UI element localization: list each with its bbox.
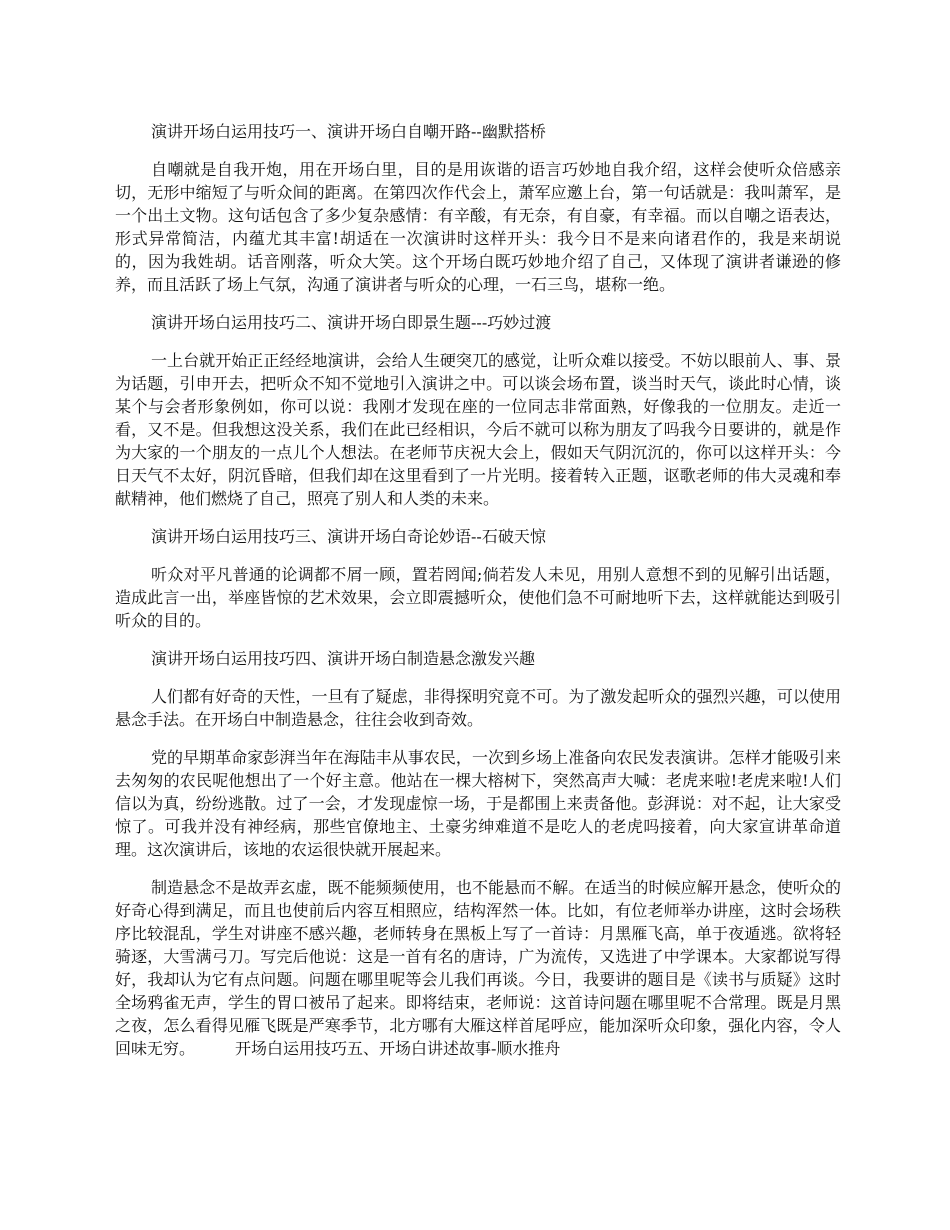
section-heading-1: 演讲开场白运用技巧一、演讲开场白自嘲开路--幽默搭桥: [151, 122, 546, 141]
paragraph-curiosity: 人们都有好奇的天性，一旦有了疑虑，非得探明究竟不可。为了激发起听众的强烈兴趣，可以使用悬念手法。在开场白中制造悬念，往往会收到奇效。: [115, 687, 841, 729]
paragraph-peng-pai-story: 党的早期革命家彭湃当年在海陆丰从事农民，一次到乡场上准备向农民发表演讲。怎样才能吸引来去匆匆的农民呢他想出了一个好主意。他站在一棵大榕树下，突然高声大喊：老虎来啦!老虎来啦!人们信以为真，纷纷逃散。过了一会，才发现虚惊一场，于是都围上来责备他。彭湃说：对不起，让大家受惊了。可我并没有神经病，那些官僚地主、土豪劣绅难道不是吃人的老虎吗接着，向大家宣讲革命道理。这次演讲后，该地的农运很快就开展起来。: [115, 748, 841, 859]
paragraph-scene-topic: 一上台就开始正正经经地演讲，会给人生硬突兀的感觉，让听众难以接受。不妨以眼前人、事、景为话题，引申开去，把听众不知不觉地引入演讲之中。可以谈会场布置，谈当时天气，谈此时心情，谈某个与会者形象例如，你可以说：我刚才发现在座的一位同志非常面熟，好像我的一位朋友。走近一看，又不是。但我想这没关系，我们在此已经相识，今后不就可以称为朋友了吗我今日要讲的，就是作为大家的一个朋友的一点儿个人想法。在老师节庆祝大会上，假如天气阴沉沉的，你可以这样开头：今日天气不太好，阴沉昏暗，但我们却在这里看到了一片光明。接着转入正题，讴歌老师的伟大灵魂和奉献精神，他们燃烧了自己，照亮了别人和人类的未来。: [115, 351, 841, 508]
paragraph-self-mockery: 自嘲就是自我开炮，用在开场白里，目的是用诙谐的语言巧妙地自我介绍，这样会使听众倍感亲切，无形中缩短了与听众间的距离。在第四次作代会上，萧军应邀上台，第一句话就是：我叫萧军，是一个出土文物。这句话包含了多少复杂感情：有辛酸，有无奈，有自豪，有幸福。而以自嘲之语表达，形式异常简洁，内蕴尤其丰富!胡适在一次演讲时这样开头：我今日不是来向诸君作的，我是来胡说的，因为我姓胡。话音刚落，听众大笑。这个开场白既巧妙地介绍了自己，又体现了演讲者谦逊的修养，而且活跃了场上气氛，沟通了演讲者与听众的心理，一石三鸟，堪称一绝。: [115, 160, 841, 294]
section-heading-5: 开场白运用技巧五、开场白讲述故事-顺水推舟: [235, 1039, 561, 1058]
section-heading-4: 演讲开场白运用技巧四、演讲开场白制造悬念激发兴趣: [151, 649, 536, 668]
paragraph-suspense-text: 制造悬念不是故弄玄虚，既不能频频使用，也不能悬而不解。在适当的时候应解开悬念，使听众的好奇心得到满足，而且也使前后内容互相照应，结构浑然一体。比如，有位老师举办讲座，这时会场秩序比较混乱，学生对讲座不感兴趣，老师转身在黑板上写了一首诗：月黑雁飞高，单于夜遁逃。欲将轻骑逐，大雪满弓刀。写完后他说：这是一首有名的唐诗，广为流传，又选进了中学课本。大家都说写得好，我却认为它有点问题。问题在哪里呢等会儿我们再谈。今日，我要讲的题目是《读书与质疑》这时全场鸦雀无声，学生的胃口被吊了起来。即将结束，老师说：这首诗问题在哪里呢不合常理。既是月黑之夜，怎么看得见雁飞既是严寒季节，北方哪有大雁这样首尾呼应，能加深听众印象，强化内容，令人回味无穷。: [115, 878, 841, 1058]
document-body: [115, 120, 841, 1075]
paragraph-surprising-remarks: 听众对平凡普通的论调都不屑一顾，置若罔闻;倘若发人未见，用别人意想不到的见解引出话题，造成此言一出，举座皆惊的艺术效果，会立即震撼听众，使他们急不可耐地听下去，这样就能达到吸引听众的目的。: [115, 565, 841, 630]
section-heading-2: 演讲开场白运用技巧二、演讲开场白即景生题---巧妙过渡: [151, 313, 552, 332]
section-heading-3: 演讲开场白运用技巧三、演讲开场白奇论妙语--石破天惊: [151, 527, 546, 546]
paragraph-suspense-example: [115, 876, 841, 1060]
